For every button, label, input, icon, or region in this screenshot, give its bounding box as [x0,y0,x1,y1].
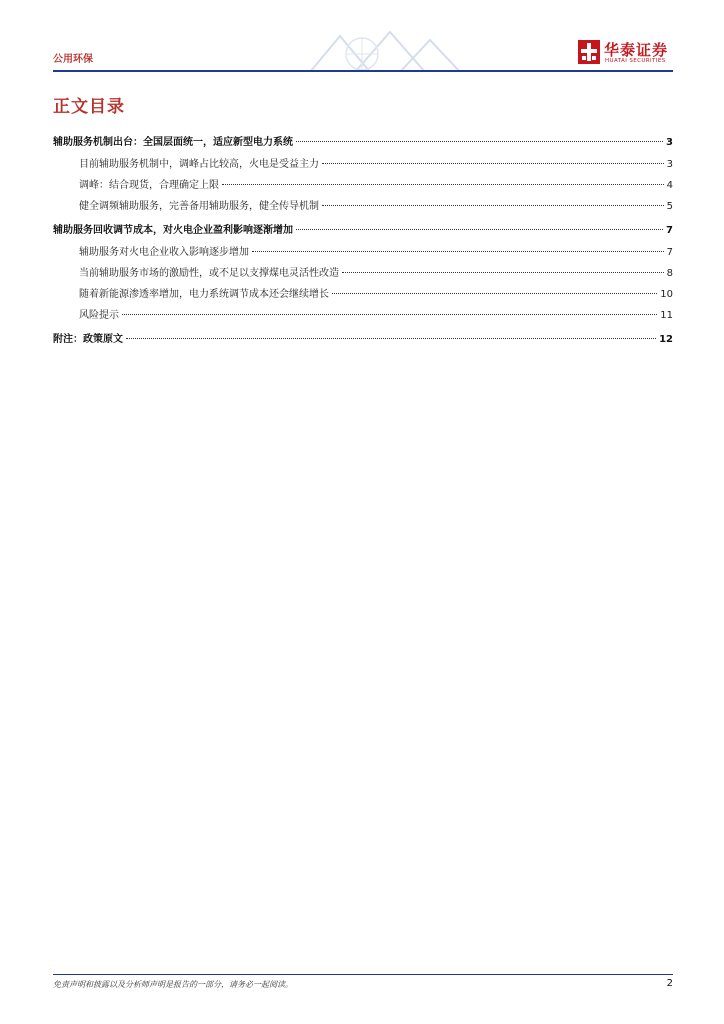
toc-entry[interactable] [53,263,673,284]
toc-entry-label: 风险提示 [79,310,119,321]
toc-entry-label: 目前辅助服务机制中，调峰占比较高，火电是受益主力 [79,159,319,170]
toc-leader-dots [322,163,664,164]
page-number: 2 [666,978,673,989]
toc-leader-dots [252,251,664,252]
toc-leader-dots [296,229,663,230]
toc-leader-dots [222,184,664,185]
toc-entry-label: 附注：政策原文 [53,334,123,345]
toc-entry-page: 3 [666,137,673,148]
toc-entry-label: 辅助服务对火电企业收入影响逐步增加 [79,247,249,258]
toc-entry[interactable] [53,242,673,263]
toc-entry-page: 8 [666,268,673,279]
toc-entry[interactable] [53,154,673,175]
footer-disclaimer: 免责声明和披露以及分析师声明是报告的一部分，请务必一起阅读。 [53,980,293,989]
page-header [0,0,724,76]
toc-entry-page: 5 [666,201,673,212]
toc-entry-page: 12 [659,334,673,345]
toc-leader-dots [126,338,656,339]
toc-entry[interactable] [53,305,673,326]
huatai-logo [578,38,678,68]
toc-leader-dots [122,314,657,315]
header-rule [53,70,673,72]
footer-rule [53,974,673,975]
toc-entry-page: 7 [666,247,673,258]
logo-text-en: HUATAI SECURITIES [605,58,666,64]
toc-entry-label: 当前辅助服务市场的激励性，或不足以支撑煤电灵活性改造 [79,268,339,279]
toc-entry-page: 11 [660,310,673,321]
toc-entry-page: 7 [666,225,673,236]
toc-leader-dots [342,272,664,273]
toc-entry[interactable] [53,175,673,196]
toc-entry[interactable] [53,220,673,242]
toc-entry[interactable] [53,132,673,154]
toc-entry-label: 辅助服务回收调节成本，对火电企业盈利影响逐渐增加 [53,225,293,236]
toc-entry-page: 3 [666,159,673,170]
toc-leader-dots [296,141,663,142]
toc-leader-dots [322,205,664,206]
header-decoration-graphic [300,28,460,72]
toc-entry-page: 4 [666,180,673,191]
toc-entry-label: 健全调频辅助服务，完善备用辅助服务，健全传导机制 [79,201,319,212]
toc-leader-dots [332,293,657,294]
logo-text-cn: 华泰证券 [604,41,669,59]
huatai-logo-icon [578,40,600,64]
toc-entry[interactable] [53,196,673,217]
toc-entry-page: 10 [660,289,673,300]
toc-entry[interactable] [53,329,673,351]
section-tag: 公用环保 [53,54,93,65]
toc-entry[interactable] [53,284,673,305]
toc-entry-label: 辅助服务机制出台：全国层面统一，适应新型电力系统 [53,137,293,148]
toc-title: 正文目录 [53,97,125,117]
toc-entry-label: 随着新能源渗透率增加，电力系统调节成本还会继续增长 [79,289,329,300]
table-of-contents [53,132,673,351]
toc-entry-label: 调峰：结合现货，合理确定上限 [79,180,219,191]
